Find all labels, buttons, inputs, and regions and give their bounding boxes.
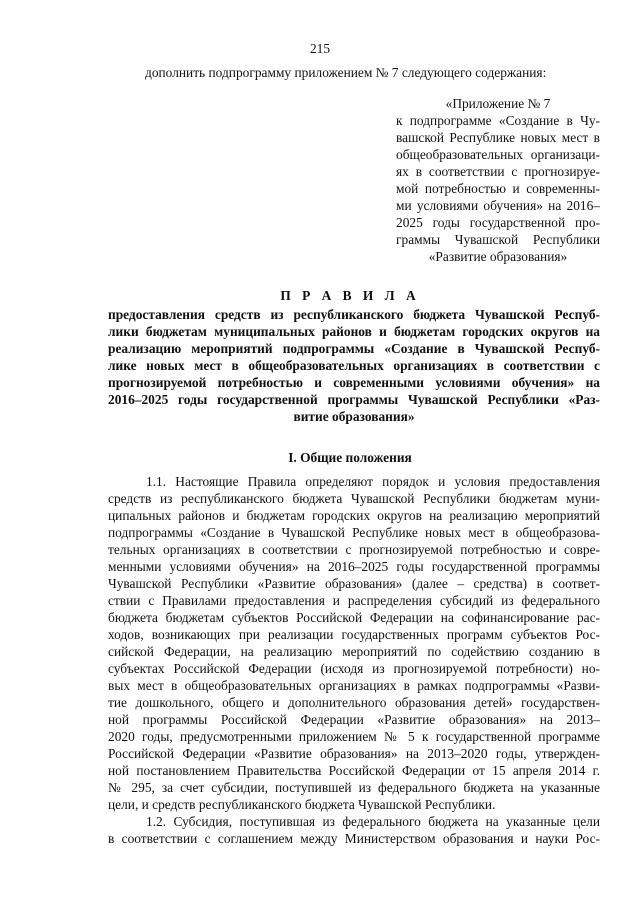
appendix-line: вашской Республике новых мест в [396, 130, 600, 145]
body-line: вых мест в общеобразовательных организациях в рамках подпрограммы «Разви- [108, 678, 600, 693]
appendix-line: «Развитие образования» [428, 249, 568, 264]
body-line: бюджета бюджетам субъектов Российской Федерации на софинансирование рас- [108, 610, 600, 625]
appendix-line: ми условиями обучения» на 2016– [396, 198, 600, 213]
page-number: 215 [309, 41, 331, 56]
appendix-line: общеобразовательных организаци- [396, 147, 600, 162]
appendix-line: 2025 годы государственной про- [396, 215, 600, 230]
subtitle-line: предоставления средств из республиканского бюджета Чувашской Респуб- [108, 307, 600, 322]
appendix-line: граммы Чувашской Республики [396, 232, 600, 247]
body-line: менными условиями обучения» на 2016–2025 годы государственной программы [108, 559, 600, 574]
subtitle-line: лике новых мест в общеобразовательных организациях в соответствии с [108, 358, 600, 373]
body-line: 1.1. Настоящие Правила определяют порядок и условия предоставления [146, 474, 600, 489]
appendix-line: ях в соответствии с прогнозируе- [396, 164, 600, 179]
subtitle-line: реализацию мероприятий подпрограммы «Создание в Чувашской Респуб- [108, 341, 600, 356]
body-line: ной постановлением Правительства Российской Федерации от 15 апреля 2014 г. [108, 763, 600, 778]
body-line: в соответствии с соглашением между Министерством образования и науки Рос- [108, 831, 600, 846]
intro-text: дополнить подпрограмму приложением № 7 следующего содержания: [145, 65, 547, 80]
body-line: № 295, за счет субсидии, поступившей из федерального бюджета на указанные [108, 780, 600, 795]
body-line: 1.2. Субсидия, поступившая из федерального бюджета на указанные цели [146, 814, 600, 829]
subtitle-line: 2016–2025 годы государственной программы Чувашской Республики «Раз- [108, 392, 600, 407]
body-line: 2020 годы, предусмотренными приложением № 5 к государственной программе [108, 729, 600, 744]
appendix-line: мой потребностью и современны- [396, 181, 600, 196]
body-line: сийской Федерации, на реализацию мероприятий по содействию созданию в [108, 644, 600, 659]
appendix-line: к подпрограмме «Создание в Чу- [396, 113, 600, 128]
body-line: Чувашской Республики «Развитие образования» (далее – средства) в соответ- [108, 576, 600, 591]
body-line: субъектах Российской Федерации (исходя из прогнозируемой потребности) но- [108, 661, 600, 676]
body-line: ной программы Российской Федерации «Развитие образования» на 2013– [108, 712, 600, 727]
body-line: тельных организациях в соответствии с прогнозируемой потребностью и совре- [108, 542, 600, 557]
appendix-line: «Приложение № 7 [445, 96, 551, 111]
body-line: подпрограммы «Создание в Чувашской Республике новых мест в общеобразова- [108, 525, 600, 540]
body-line: средств из республиканского бюджета Чувашской Республики бюджетам муни- [108, 491, 600, 506]
body-line: ципальных районов и бюджетам городских округов на реализацию мероприятий [108, 508, 600, 523]
subtitle-line: лики бюджетам муниципальных районов и бюджетам городских округов на [108, 324, 600, 339]
body-line: ствии с Правилами предоставления и распределения субсидий из федерального [108, 593, 600, 608]
document-title: П Р А В И Л А [280, 288, 420, 303]
subtitle-line: витие образования» [293, 409, 415, 424]
subtitle-line: прогнозируемой потребностью и современными условиями обучения» на [108, 375, 600, 390]
body-line: цели, и средств республиканского бюджета Чувашской Республики. [108, 797, 496, 812]
body-line: Российской Федерации «Развитие образования» на 2013–2020 годы, утвержден- [108, 746, 600, 761]
section-heading: I. Общие положения [288, 450, 412, 465]
body-line: тие дошкольного, общего и дополнительного образования детей» государствен- [108, 695, 600, 710]
body-line: ходов, возникающих при реализации государственных программ субъектов Рос- [108, 627, 600, 642]
